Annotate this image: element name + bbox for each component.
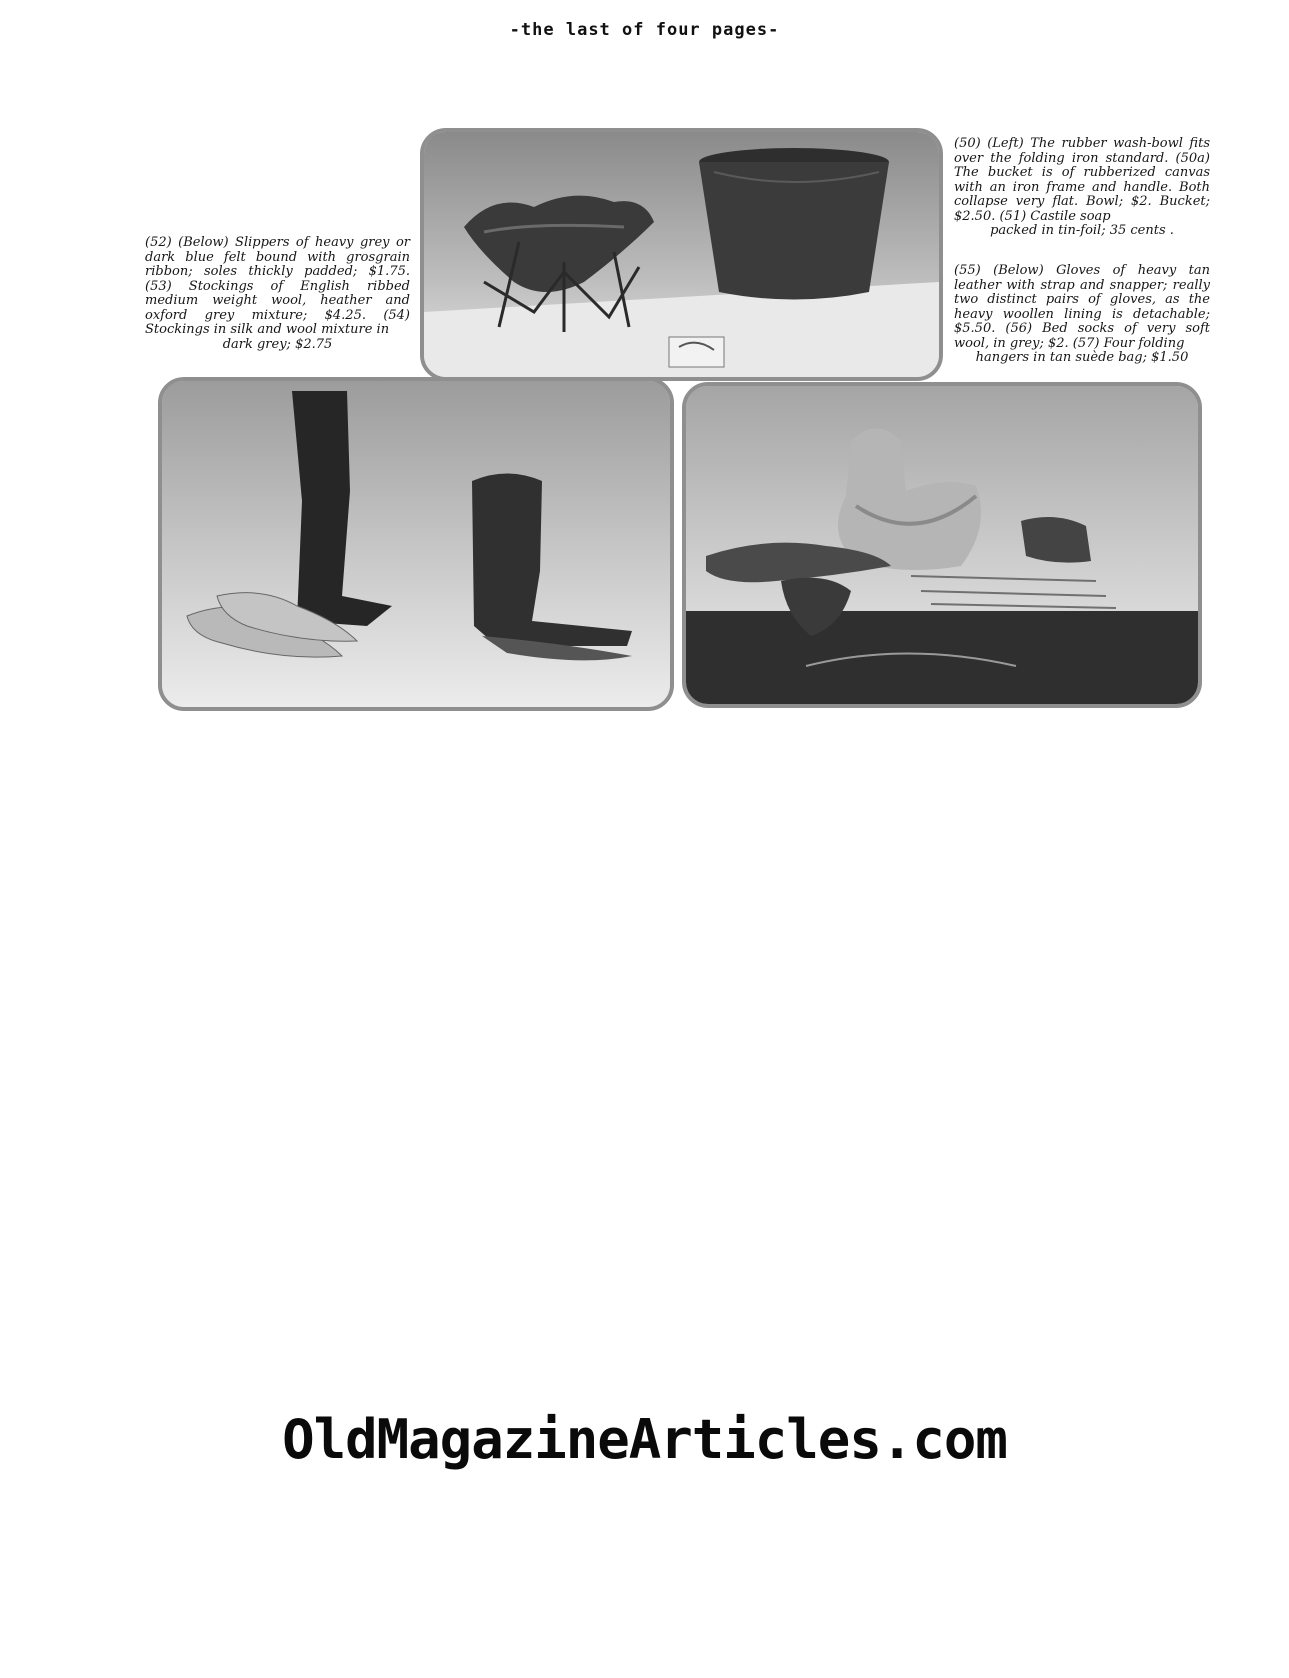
photo-wash-bowl-bucket: [420, 128, 943, 381]
caption-slippers-stockings: [145, 236, 410, 352]
photo-gloves-socks-hangers: [682, 382, 1202, 708]
caption-last-line: hangers in tan suède bag; $1.50: [975, 350, 1189, 365]
caption-body: (55) (Below) Gloves of heavy tan leather with strap and snapper; really two distinct pairs of gloves, as the heavy woollen lining is detachable; $5.50. (56) Bed socks of very soft wool, in grey; $2. (57) Four folding: [954, 263, 1210, 351]
site-watermark: OldMagazineArticles.com: [282, 1408, 1007, 1471]
caption-gloves-hangers: [954, 264, 1210, 366]
caption-body: (52) (Below) Slippers of heavy grey or dark blue felt bound with grosgrain ribbon; soles thickly padded; $1.75. (53) Stockings of English ribbed medium weight wool, heather and oxford grey mixture; $4.25. (54) Stockings in silk and wool mixture in: [145, 235, 410, 337]
photo-wash-bowl-illustration: [424, 132, 939, 377]
caption-last-line: dark grey; $2.75: [222, 336, 333, 352]
caption-body: (50) (Left) The rubber wash-bowl fits over the folding iron standard. (50a) The bucket is of rubberized canvas with an iron frame and handle. Both collapse very flat. Bowl; $2. Bucket; $2.50. (51) Castile soap: [954, 136, 1210, 224]
caption-last-line: packed in tin-foil; 35 cents .: [990, 223, 1174, 238]
photo-slippers-illustration: [162, 381, 670, 707]
page-header: -the last of four pages-: [509, 20, 780, 40]
caption-wash-bowl: [954, 137, 1210, 239]
photo-gloves-illustration: [686, 386, 1198, 704]
photo-slippers-stockings: [158, 377, 674, 711]
